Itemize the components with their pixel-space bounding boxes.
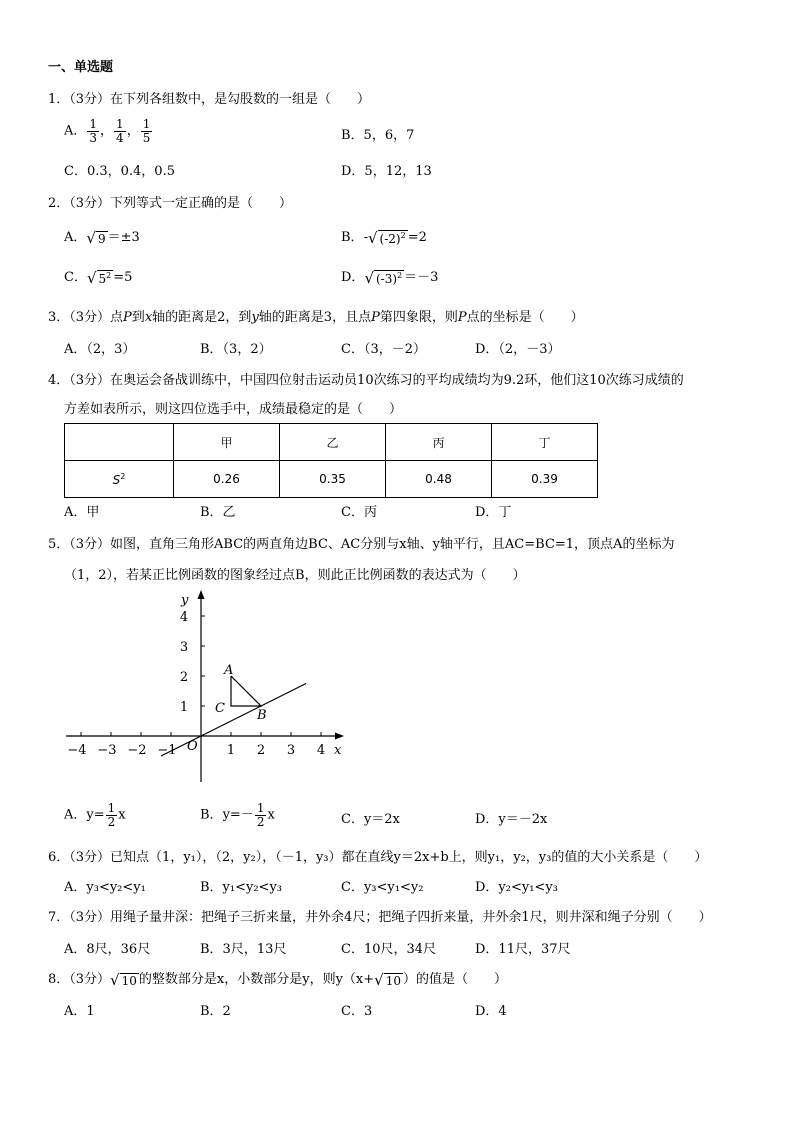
q3-option-c[interactable]: C．（3，－2） <box>341 342 426 357</box>
table-cell: 0.39 <box>492 461 598 498</box>
q6-option-a[interactable]: A．y₃<y₂<y₁ <box>64 880 146 895</box>
y-axis-label: y <box>181 593 189 608</box>
q3-option-a[interactable]: A．（2，3） <box>64 342 136 357</box>
table-row <box>65 461 598 498</box>
q7-option-a[interactable]: A．8尺，36尺 <box>64 942 151 957</box>
y-tick-label: 4 <box>179 610 189 625</box>
q7-option-b[interactable]: B．3尺，13尺 <box>200 942 287 957</box>
origin-label: O <box>187 739 198 754</box>
triangle-abc <box>231 676 261 706</box>
q8-option-a[interactable]: A．1 <box>64 1004 95 1019</box>
q6-option-b[interactable]: B．y₁<y₂<y₃ <box>200 880 283 895</box>
x-tick-label: 3 <box>286 743 296 758</box>
q8-option-c[interactable]: C．3 <box>341 1004 373 1019</box>
table-header-cell: 甲 <box>174 424 280 461</box>
q4-option-a[interactable]: A．甲 <box>64 505 100 520</box>
y-axis-arrow-icon <box>198 590 205 599</box>
q6-option-c[interactable]: C．y₃<y₁<y₂ <box>341 880 424 895</box>
x-tick-label: −4 <box>67 743 87 758</box>
q5-option-c[interactable]: C．y＝2x <box>341 812 400 827</box>
coordinate-graph <box>60 588 350 788</box>
q4-stem-line2: 方差如表所示，则这四位选手中，成绩最稳定的是（ ） <box>64 402 403 417</box>
point-c-label: C <box>215 701 225 716</box>
q8-stem: 8．（3分）√ 10 的整数部分是x，小数部分是y，则y（x+√ 10 ）的值是（ ） <box>48 970 507 989</box>
q4-option-c[interactable]: C．丙 <box>341 505 377 520</box>
point-a-label: A <box>224 663 234 678</box>
table-header-cell: 乙 <box>280 424 386 461</box>
q3-option-b[interactable]: B．（3，2） <box>200 342 272 357</box>
x-axis-label: x <box>334 743 342 758</box>
q5-stem-line2: （1，2），若某正比例函数的图象经过点B，则此正比例函数的表达式为（ ） <box>64 568 526 583</box>
x-tick-label: 1 <box>226 743 236 758</box>
q7-stem: 7．（3分）用绳子量井深：把绳子三折来量，井外余4尺；把绳子四折来量，井外余1尺，则井深和绳子分别（ ） <box>48 910 712 925</box>
q8-option-d[interactable]: D．4 <box>475 1004 507 1019</box>
y-tick-label: 3 <box>179 640 189 655</box>
q4-stem-line1: 4．（3分）在奥运会备战训练中，中国四位射击运动员10次练习的平均成绩均为9.2环，他们这10次练习成绩的 <box>48 373 684 388</box>
q2-option-c[interactable]: C．√ $5^2 =5$ <box>64 268 133 287</box>
q4-option-b[interactable]: B．乙 <box>200 505 236 520</box>
q7-option-d[interactable]: D．11尺，37尺 <box>475 942 571 957</box>
q1-stem: 1．（3分）在下列各组数中，是勾股数的一组是（ ） <box>48 92 371 107</box>
q3-stem: 3．（3分）点P到x轴的距离是2，到y轴的距离是3，且点P第四象限，则P点的坐标是（ ） <box>48 310 584 325</box>
q7-option-c[interactable]: C．10尺，34尺 <box>341 942 437 957</box>
y-tick-label: 1 <box>179 700 189 715</box>
table-row-label: $S^2$ <box>65 461 174 498</box>
point-b-label: B <box>257 708 267 723</box>
q1-option-c[interactable]: C．0.3，0.4，0.5 <box>64 164 175 179</box>
q1-option-a[interactable]: A． $\frac{1}{3}$ ， $\frac{1}{4}$ ， $\frac{1}{5}$ <box>64 117 151 145</box>
q5-option-d[interactable]: D．y＝－2x <box>475 812 548 827</box>
section-title: 一、单选题 <box>48 60 114 75</box>
q4-option-d[interactable]: D．丁 <box>475 505 512 520</box>
x-tick-label: −2 <box>127 743 147 758</box>
q8-option-b[interactable]: B．2 <box>200 1004 231 1019</box>
table-header-cell <box>65 424 174 461</box>
q5-stem-line1: 5．（3分）如图，直角三角形ABC的两直角边BC、AC分别与x轴、y轴平行，且AC=BC=1，顶点A的坐标为 <box>48 537 675 552</box>
q5-option-a[interactable]: A．y= $\frac{1}{2}$ x <box>64 801 126 829</box>
q5-option-b[interactable]: B．y=－ $\frac{1}{2}$ x <box>200 801 275 829</box>
x-tick-label: −3 <box>97 743 117 758</box>
x-tick-label: −1 <box>157 743 177 758</box>
q2-option-a[interactable]: A．√ 9 ＝±3 <box>64 228 140 247</box>
x-tick-label: 2 <box>256 743 266 758</box>
q2-option-d[interactable]: D．√ $(-3)^2 =-3$ <box>341 268 439 287</box>
table-cell: 0.48 <box>386 461 492 498</box>
table-header-cell: 丙 <box>386 424 492 461</box>
table-cell: 0.35 <box>280 461 386 498</box>
table-header-row <box>65 424 598 461</box>
x-axis-arrow-icon <box>335 733 344 740</box>
x-tick-label: 4 <box>316 743 326 758</box>
table-header-cell: 丁 <box>492 424 598 461</box>
q1-option-d[interactable]: D．5，12，13 <box>341 164 432 179</box>
q6-stem: 6．（3分）已知点（1，y₁），（2，y₂），（－1，y₃）都在直线y＝2x+b上，则y₁，y₂，y₃的值的大小关系是（ ） <box>48 850 708 865</box>
q3-option-d[interactable]: D．（2，－3） <box>475 342 561 357</box>
q2-stem: 2．（3分）下列等式一定正确的是（ ） <box>48 196 293 211</box>
q6-option-d[interactable]: D．y₂<y₁<y₃ <box>475 880 558 895</box>
q2-option-b[interactable]: B．-√ $(-2)^2 =2$ <box>341 228 427 247</box>
variance-table <box>64 423 598 498</box>
table-cell: 0.26 <box>174 461 280 498</box>
q1-option-b[interactable]: B．5，6，7 <box>341 128 415 143</box>
y-tick-label: 2 <box>179 670 189 685</box>
